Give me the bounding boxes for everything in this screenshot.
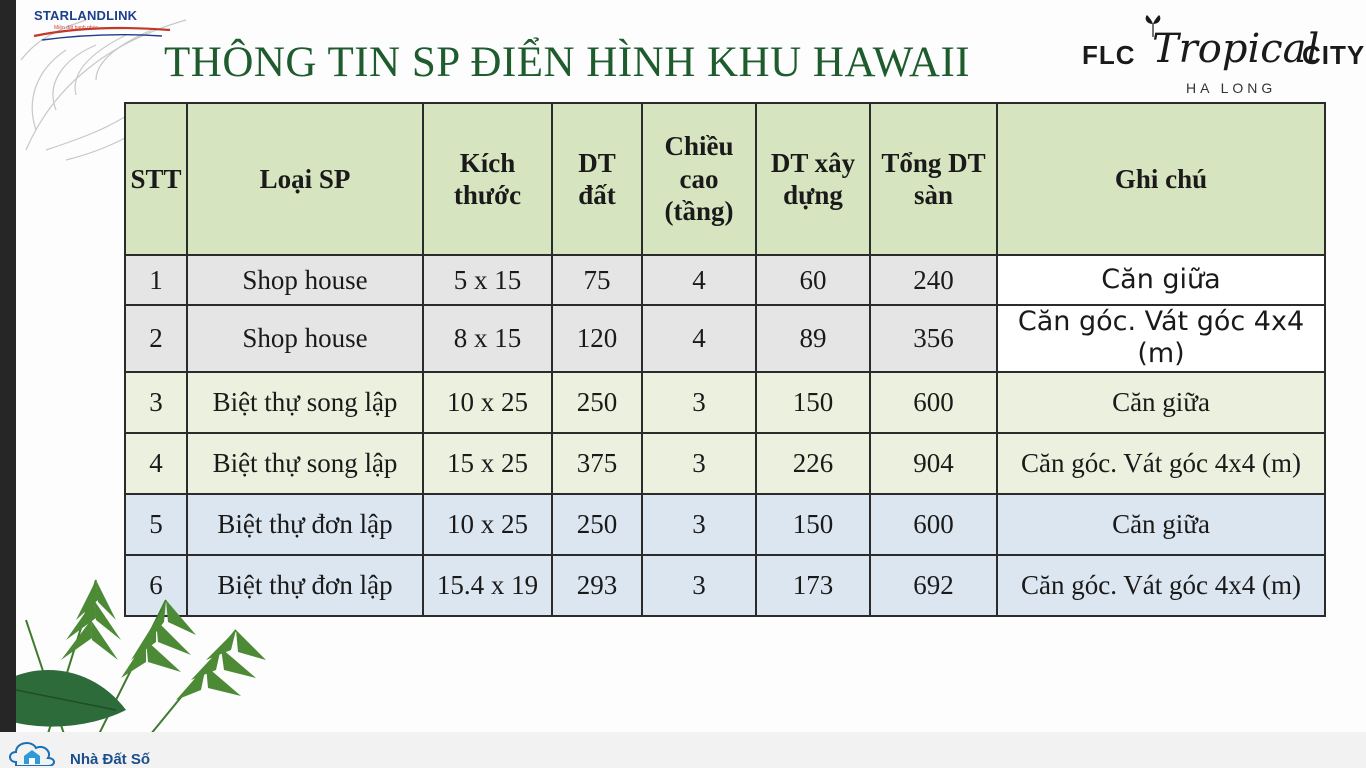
cell-stt: 4 (125, 433, 187, 494)
cell-type: Biệt thự đơn lập (187, 555, 423, 616)
logo-tropical: Tropical (1152, 26, 1320, 72)
cell-note: Căn góc. Vát góc 4x4 (m) (997, 433, 1325, 494)
cell-land-area: 250 (552, 494, 642, 555)
brand-swoosh-icon (32, 20, 172, 44)
cell-stt: 5 (125, 494, 187, 555)
cell-land-area: 75 (552, 255, 642, 305)
logo-location: HA LONG (1186, 80, 1277, 96)
cell-land-area: 293 (552, 555, 642, 616)
cell-floors: 3 (642, 555, 756, 616)
cell-floors: 3 (642, 494, 756, 555)
table-header-row (125, 103, 1325, 255)
page-title: THÔNG TIN SP ĐIỂN HÌNH KHU HAWAII (164, 39, 971, 86)
cell-floors: 3 (642, 433, 756, 494)
cell-built-area: 150 (756, 372, 870, 433)
header-land-area: DT đất (552, 103, 642, 255)
cell-land-area: 375 (552, 433, 642, 494)
cell-size: 15 x 25 (423, 433, 552, 494)
table-row (125, 255, 1325, 305)
cell-stt: 3 (125, 372, 187, 433)
logo-city: CITY (1302, 40, 1366, 70)
cell-total-floor-area: 356 (870, 305, 997, 372)
cell-built-area: 89 (756, 305, 870, 372)
header-note: Ghi chú (997, 103, 1325, 255)
header-type: Loại SP (187, 103, 423, 255)
cell-size: 5 x 15 (423, 255, 552, 305)
cell-size: 10 x 25 (423, 494, 552, 555)
cell-floors: 4 (642, 255, 756, 305)
cell-total-floor-area: 904 (870, 433, 997, 494)
cloud-house-icon (4, 736, 68, 766)
cell-note: Căn giữa (997, 255, 1325, 305)
product-info-table (124, 102, 1326, 617)
cell-total-floor-area: 600 (870, 372, 997, 433)
footer-site-name: Nhà Đất Số (70, 751, 151, 768)
cell-note: Căn góc. Vát góc 4x4 (m) (997, 305, 1325, 372)
header-built-area: DT xây dựng (756, 103, 870, 255)
header-size: Kích thước (423, 103, 552, 255)
brand-tagline: Miền đất hạnh phúc (54, 25, 98, 31)
cell-note: Căn góc. Vát góc 4x4 (m) (997, 555, 1325, 616)
cell-size: 8 x 15 (423, 305, 552, 372)
table-row (125, 305, 1325, 372)
left-edge-bar (0, 0, 16, 732)
cell-type: Biệt thự đơn lập (187, 494, 423, 555)
cell-size: 15.4 x 19 (423, 555, 552, 616)
cell-stt: 1 (125, 255, 187, 305)
cell-built-area: 150 (756, 494, 870, 555)
cell-stt: 2 (125, 305, 187, 372)
cell-size: 10 x 25 (423, 372, 552, 433)
cell-total-floor-area: 240 (870, 255, 997, 305)
cell-land-area: 250 (552, 372, 642, 433)
cell-type: Biệt thự song lập (187, 433, 423, 494)
table-row (125, 494, 1325, 555)
logo-flc: FLC (1082, 40, 1136, 70)
cell-built-area: 226 (756, 433, 870, 494)
cell-floors: 3 (642, 372, 756, 433)
cell-type: Shop house (187, 255, 423, 305)
nha-dat-so-logo (4, 736, 204, 766)
cell-type: Shop house (187, 305, 423, 372)
cell-total-floor-area: 692 (870, 555, 997, 616)
brand-name: STARLANDLINK (34, 8, 138, 23)
cell-stt: 6 (125, 555, 187, 616)
flc-tropical-city-logo (1082, 14, 1366, 100)
starlandlink-logo (28, 6, 178, 46)
cell-floors: 4 (642, 305, 756, 372)
header-stt: STT (125, 103, 187, 255)
cell-note: Căn giữa (997, 494, 1325, 555)
cell-built-area: 60 (756, 255, 870, 305)
cell-built-area: 173 (756, 555, 870, 616)
cell-land-area: 120 (552, 305, 642, 372)
cell-type: Biệt thự song lập (187, 372, 423, 433)
cell-total-floor-area: 600 (870, 494, 997, 555)
table-row (125, 433, 1325, 494)
header-total-floor-area: Tổng DT sàn (870, 103, 997, 255)
header-floors: Chiều cao (tầng) (642, 103, 756, 255)
slide (16, 0, 1366, 732)
palm-leaves-decoration (16, 560, 326, 732)
cell-note: Căn giữa (997, 372, 1325, 433)
table-row (125, 372, 1325, 433)
footer-bar (0, 732, 1366, 768)
